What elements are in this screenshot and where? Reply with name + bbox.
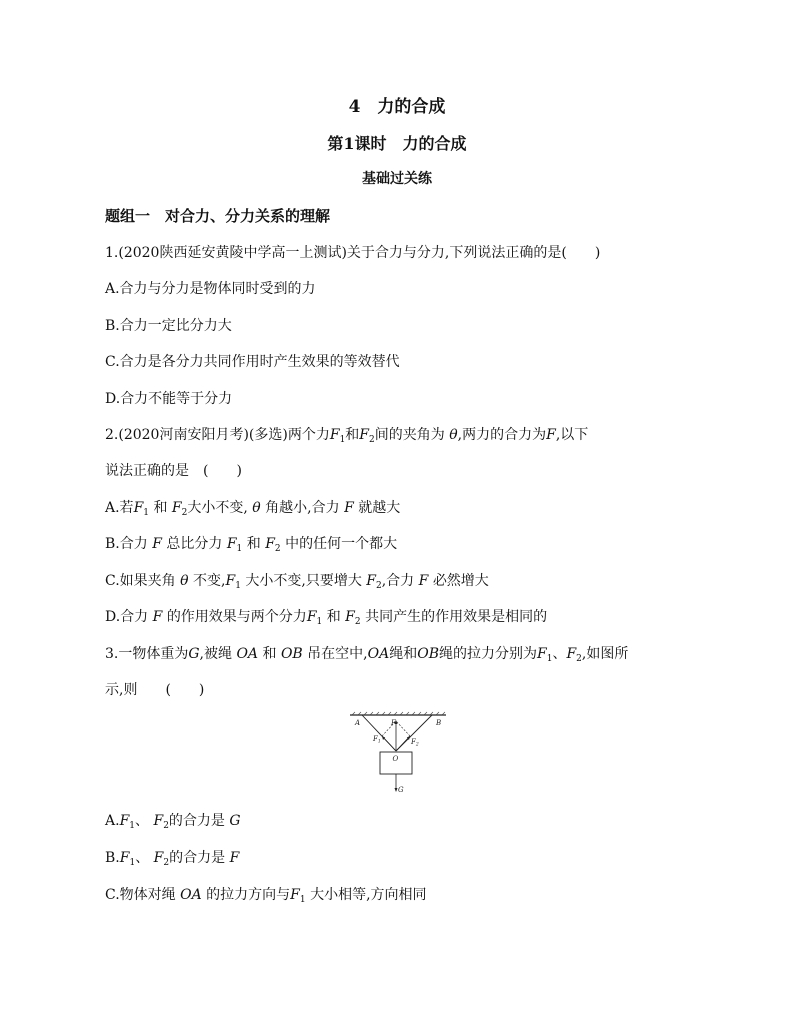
label-g: G [398, 786, 404, 794]
q1-option-a: A.合力与分力是物体同时受到的力 [105, 281, 316, 297]
parallelogram-dash-right [396, 721, 410, 736]
force-diagram [348, 711, 448, 796]
q1-option-c: C.合力是各分力共同作用时产生效果的等效替代 [105, 354, 400, 370]
q3-stem-line1: 3.一物体重为G,被绳 OA 和 OB 吊在空中,OA绳和OB绳的拉力分别为$F_1$、$F_2$,如图所 [105, 646, 629, 664]
q1-option-d: D.合力不能等于分力 [105, 391, 233, 407]
label-f: F [391, 719, 396, 727]
label-f1: $F_1$ [373, 735, 381, 745]
q3-option-c: C.物体对绳 OA 的拉力方向与$F_1$ 大小相等,方向相同 [105, 887, 427, 905]
q2-stem-line2: 说法正确的是 ( ) [105, 463, 242, 479]
q1-option-b: B.合力一定比分力大 [105, 318, 232, 334]
q1-stem: 1.(2020陕西延安黄陵中学高一上测试)关于合力与分力,下列说法正确的是( ) [105, 245, 601, 261]
q3-stem-line2: 示,则 ( ) [105, 682, 205, 698]
lesson-title: 第1课时 力的合成 [327, 134, 467, 153]
label-a: A [355, 719, 361, 727]
q2-option-c: C.如果夹角 θ 不变$,F_1$ 大小不变,只要增大 $F_2$,合力 F 必然增大 [105, 573, 489, 591]
q2-option-a: A.若$F_1$ 和 $F_2$大小不变, θ 角越小,合力 F 就越大 [105, 500, 401, 518]
q2-option-b: B.合力 F 总比分力 $F_1$ 和 $F_2$ 中的任何一个都大 [105, 536, 398, 554]
q2-stem-line1: 2.(2020河南安阳月考)(多选)两个力$F_1$和$F_2$间的夹角为 θ,两力的合力为F,以下 [105, 427, 589, 445]
q3-option-a: $A.F_1$、 $F_2$的合力是 G [105, 813, 241, 831]
chapter-title: 4 力的合成 [348, 97, 446, 117]
label-o: O [392, 755, 399, 763]
label-f2: $F_2$ [411, 738, 419, 748]
label-b: B [436, 719, 442, 727]
practice-subtitle: 基础过关练 [362, 171, 432, 187]
q3-option-b: $B.F_1$、 $F_2$的合力是 F [105, 850, 240, 868]
section-title: 题组一 对合力、分力关系的理解 [105, 207, 331, 225]
q2-option-d: D.合力 F 的作用效果与两个分力$F_1$ 和 $F_2$ 共同产生的作用效果是相同的 [105, 609, 548, 627]
